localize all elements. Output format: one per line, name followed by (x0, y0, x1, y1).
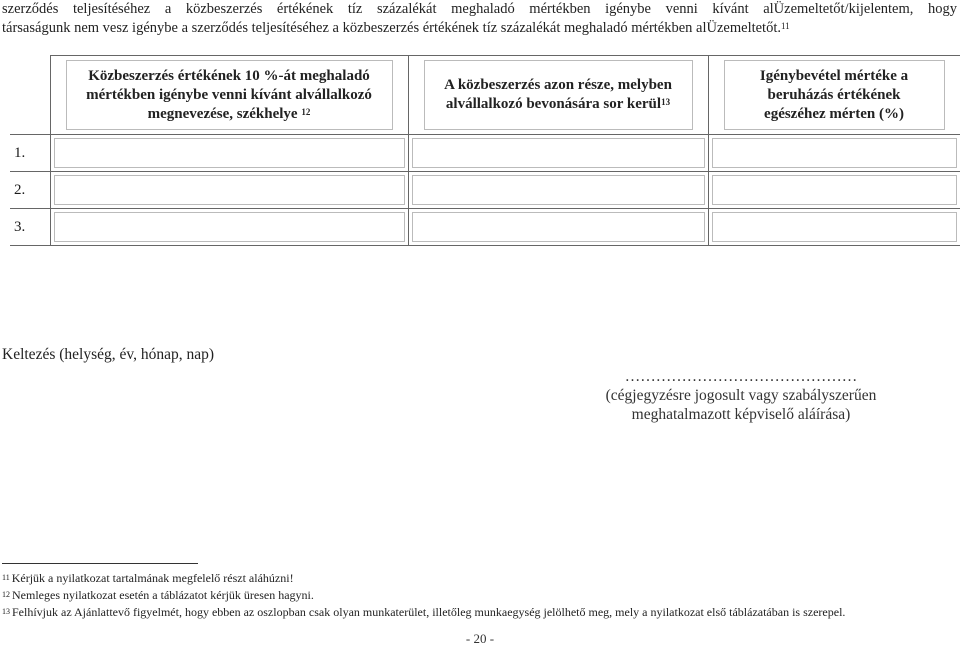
signature-line: ……………………………………… (624, 368, 858, 385)
table-row (10, 172, 960, 209)
header-procurement-part (408, 56, 708, 135)
usage-ratio-cell[interactable] (708, 209, 960, 246)
date-label: Keltezés (helység, év, hónap, nap) (2, 346, 215, 363)
footnote-number: 11 (2, 573, 10, 582)
footnotes (2, 570, 952, 621)
header-subcontractor-name (50, 56, 408, 135)
footnote (2, 587, 952, 604)
usage-ratio-cell[interactable] (708, 135, 960, 172)
footnote (2, 604, 952, 621)
footnote-number: 12 (2, 590, 10, 599)
footnote-number: 13 (2, 607, 10, 616)
footnote-divider (2, 563, 198, 564)
subcontractor-name-cell[interactable] (50, 209, 408, 246)
table-header-row (10, 56, 960, 135)
footnote-ref-12: 12 (301, 106, 311, 117)
row-number: 1. (10, 135, 50, 172)
subcontractor-name-cell[interactable] (50, 172, 408, 209)
signature-block (586, 367, 896, 424)
header-procurement-part-text: A közbeszerzés azon része, melyben alvállalkozó bevonására sor kerül (444, 77, 672, 112)
intro-paragraph (2, 0, 957, 38)
intro-line-1: szerződés teljesítéséhez a közbeszerzés értékének tíz százalékát meghaladó mértékben igénybe venni kívánt alÜzemeltetőt/kijelentem, hogy (2, 1, 957, 17)
signature-caption-2: meghatalmazott képviselő aláírása) (631, 406, 851, 423)
footnote-text: Kérjük a nyilatkozat tartalmának megfelelő részt aláhúzni! (11, 571, 294, 585)
header-usage-ratio-text: Igénybevétel mértéke a beruházás értékének egészéhez mérten (%) (759, 67, 909, 122)
usage-ratio-cell[interactable] (708, 172, 960, 209)
footnote (2, 570, 952, 587)
procurement-part-cell[interactable] (408, 135, 708, 172)
row-number: 3. (10, 209, 50, 246)
intro-line-2-text: társaságunk nem vesz igénybe a szerződés teljesítéséhez a közbeszerzés értékének tíz százalékát meghaladó mértékben alÜzemeltetőt. (2, 20, 781, 36)
procurement-part-cell[interactable] (408, 209, 708, 246)
subcontractor-name-cell[interactable] (50, 135, 408, 172)
footnote-text: Felhívjuk az Ajánlattevő figyelmét, hogy ebben az oszlopban csak olyan munkaterület, illetőleg munkaegység jelölhető meg, mely a nyilatkozat első táblázatában is szerepel. (12, 605, 846, 619)
page-number: - 20 - (465, 631, 495, 646)
table-row (10, 135, 960, 172)
footnote-ref-11: 11 (781, 21, 790, 31)
procurement-part-cell[interactable] (408, 172, 708, 209)
header-subcontractor-name-text: Közbeszerzés értékének 10 %-át meghaladó mértékben igénybe venni kívánt alvállalkozó megnevezése, székhelye (86, 67, 372, 122)
subcontractor-table (10, 55, 960, 246)
table-row (10, 209, 960, 246)
footnote-ref-13: 13 (661, 97, 671, 107)
signature-caption-1: (cégjegyzésre jogosult vagy szabályszerűen (605, 387, 877, 404)
header-usage-ratio (708, 56, 960, 135)
row-number: 2. (10, 172, 50, 209)
intro-line-2 (2, 19, 957, 38)
table-corner-cell (10, 56, 50, 135)
footnote-text: Nemleges nyilatkozat esetén a táblázatot kérjük üresen hagyni. (12, 588, 314, 602)
